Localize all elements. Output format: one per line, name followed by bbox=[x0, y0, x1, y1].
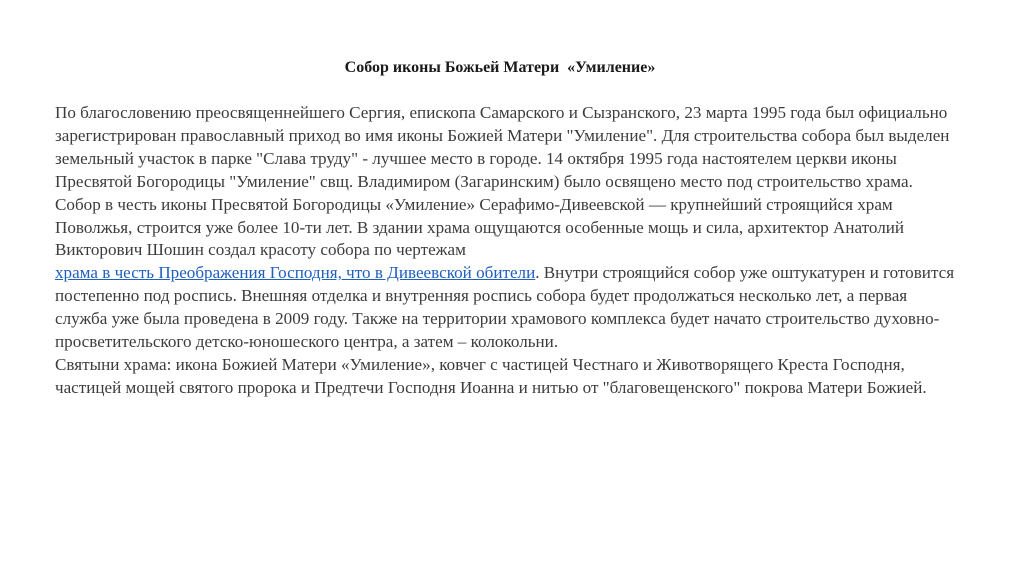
paragraph-cathedral-text-end: . Внутри строящийся собор уже оштукатурен и готовится постепенно под роспись. Внешняя отделка и внутренняя роспись собора будет продолжаться несколько лет, а первая служба уже была проведена в 2009 году. Также на территории храмового комплекса будет начато строительство духовно-просветительского детско-юношеского центра, а затем – колокольни. bbox=[55, 263, 955, 352]
paragraph-cathedral bbox=[55, 194, 955, 354]
paragraph-relics: Святыни храма: икона Божией Матери «Умиление», ковчег с частицей Честнаго и Животворящего Креста Господня, частицей мощей святого пророка и Предтечи Господня Иоанна и нитью от "благовещенского" покрова Матери Божией. bbox=[55, 354, 927, 397]
body-text bbox=[55, 102, 955, 400]
paragraph-history: По благословению преосвященнейшего Сергия, епископа Самарского и Сызранского, 23 марта 1995 года был официально зарегистрирован православный приход во имя иконы Божией Матери "Умиление". Для строительства собора был выделен земельный участок в парке "Слава труду" - лучшее место в городе. 14 октября 1995 года настоятелем церкви иконы Пресвятой Богородицы "Умиление" свщ. Владимиром (Загаринским) было освящено место под строительство храма. bbox=[55, 103, 950, 191]
transfiguration-church-link[interactable]: храма в честь Преображения Господня, что в Дивеевской обители bbox=[55, 263, 536, 283]
paragraph-cathedral-text-start: Собор в честь иконы Пресвятой Богородицы «Умиление» Серафимо-Дивеевской — крупнейший строящийся храм Поволжья, строится уже более 10-ти лет. В здании храма ощущаются особенные мощь и сила, архитектор Анатолий Викторович Шошин создал красоту собора по чертежам bbox=[55, 194, 905, 260]
page-title: Собор иконы Божьей Матери «Умиление» bbox=[344, 59, 656, 76]
